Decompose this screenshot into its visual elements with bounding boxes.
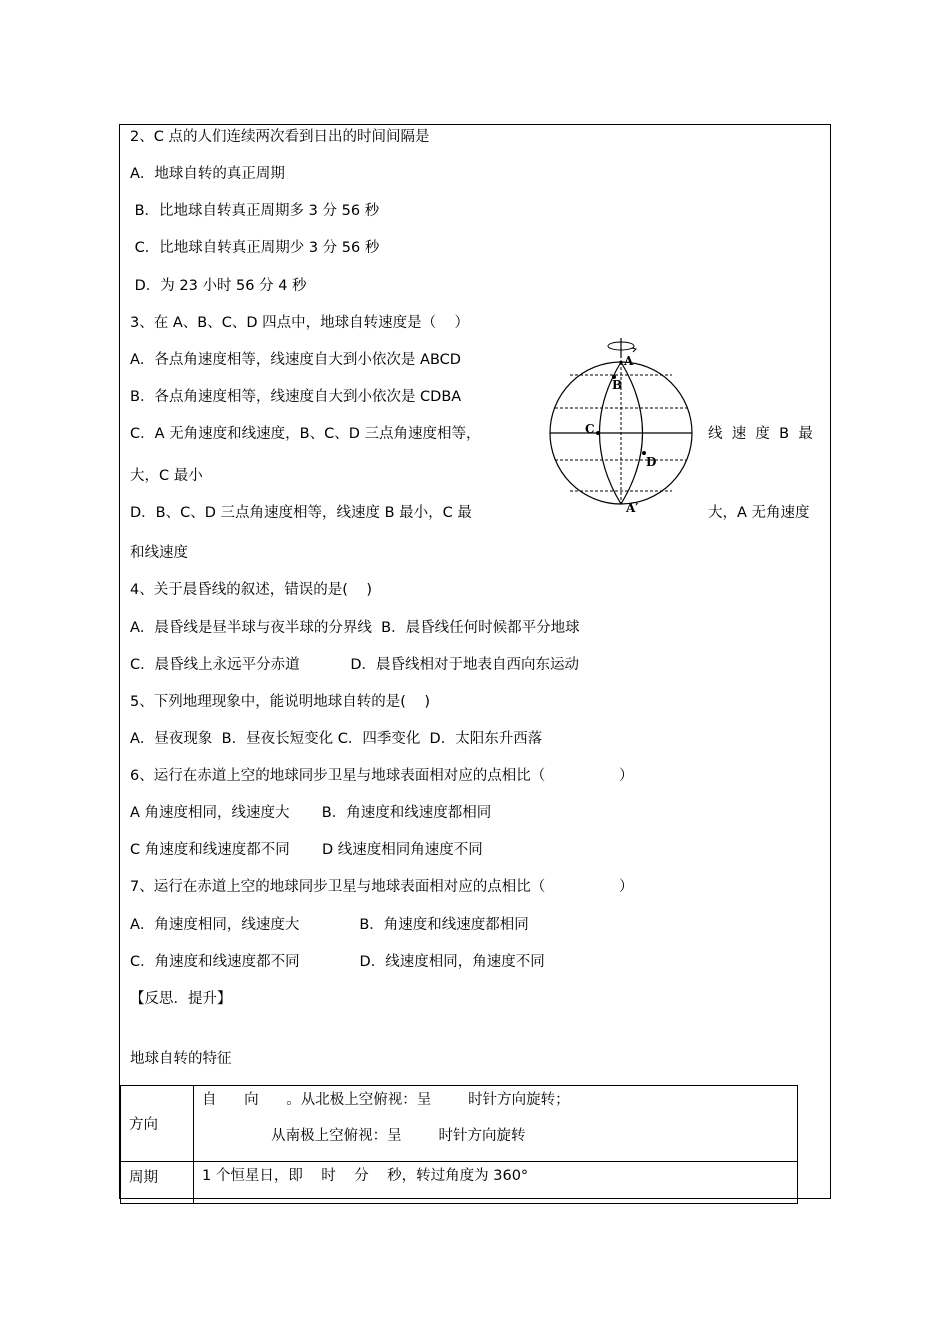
q5-stem: 5、下列地理现象中，能说明地球自转的是( ) — [130, 694, 430, 710]
q6-options-cd: C 角速度和线速度都不同 D 线速度相同角速度不同 — [130, 842, 483, 858]
q7-options-ab: A．角速度相同，线速度大 B．角速度和线速度都相同 — [130, 917, 529, 933]
summary-title: 地球自转的特征 — [130, 1051, 232, 1067]
globe-label-a-prime: A′ — [626, 501, 639, 515]
direction-line-north: 自 向 。从北极上空俯视：呈 时针方向旋转； — [202, 1092, 570, 1108]
q2-option-d: D．为 23 小时 56 分 4 秒 — [130, 278, 307, 294]
q6-options-ab: A 角速度相同，线速度大 B．角速度和线速度都相同 — [130, 805, 492, 821]
q2-stem: 2、C 点的人们连续两次看到日出的时间间隔是 — [130, 129, 430, 145]
q3-option-d-cont: 和线速度 — [130, 545, 188, 561]
globe-label-a: A — [624, 354, 634, 368]
rotation-features-table — [120, 1085, 798, 1204]
direction-cell — [194, 1086, 798, 1162]
globe-diagram — [548, 338, 694, 516]
q7-options-cd: C．角速度和线速度都不同 D．线速度相同，角速度不同 — [130, 954, 545, 970]
q4-options-ab: A．晨昏线是昼半球与夜半球的分界线 B．晨昏线任何时候都平分地球 — [130, 620, 580, 636]
q4-stem: 4、关于晨昏线的叙述，错误的是( ) — [130, 582, 372, 598]
reflect-heading: 【反思．提升】 — [130, 991, 232, 1007]
period-cell — [194, 1162, 798, 1204]
globe-label-c: C — [585, 422, 595, 436]
q5-options: A．昼夜现象 B．昼夜长短变化 C．四季变化 D．太阳东升西落 — [130, 731, 543, 747]
q3-option-c-right: 线 速 度 B 最 — [708, 426, 813, 442]
q3-option-d-right: 大，A 无角速度 — [708, 505, 810, 521]
q4-options-cd: C．晨昏线上永远平分赤道 D．晨昏线相对于地表自西向东运动 — [130, 657, 579, 673]
q2-option-c: C．比地球自转真正周期少 3 分 56 秒 — [130, 240, 380, 256]
period-label: 周期 — [121, 1162, 194, 1204]
period-text: 1 个恒星日，即 时 分 秒，转过角度为 360° — [202, 1168, 529, 1184]
q3-option-c: C．A 无角速度和线速度，B、C、D 三点角速度相等， — [130, 426, 481, 442]
q7-stem: 7、运行在赤道上空的地球同步卫星与地球表面相对应的点相比（ ） — [130, 879, 634, 895]
q3-option-b: B．各点角速度相等，线速度自大到小依次是 CDBA — [130, 389, 462, 405]
table-row-period — [121, 1162, 798, 1204]
q2-option-b: B．比地球自转真正周期多 3 分 56 秒 — [130, 203, 380, 219]
globe-label-b: B — [612, 378, 623, 392]
q3-option-d: D．B、C、D 三点角速度相等，线速度 B 最小，C 最 — [130, 505, 472, 521]
direction-label: 方向 — [121, 1086, 194, 1162]
globe-label-d: D — [646, 455, 657, 469]
q3-option-c-cont: 大，C 最小 — [130, 468, 203, 484]
q2-option-a: A．地球自转的真正周期 — [130, 166, 285, 182]
q3-stem: 3、在 A、B、C、D 四点中，地球自转速度是（ ） — [130, 315, 470, 331]
direction-line-south: 从南极上空俯视：呈 时针方向旋转 — [202, 1128, 526, 1144]
q6-stem: 6、运行在赤道上空的地球同步卫星与地球表面相对应的点相比（ ） — [130, 768, 634, 784]
q3-option-a: A．各点角速度相等，线速度自大到小依次是 ABCD — [130, 352, 461, 368]
table-row-direction — [121, 1086, 798, 1162]
